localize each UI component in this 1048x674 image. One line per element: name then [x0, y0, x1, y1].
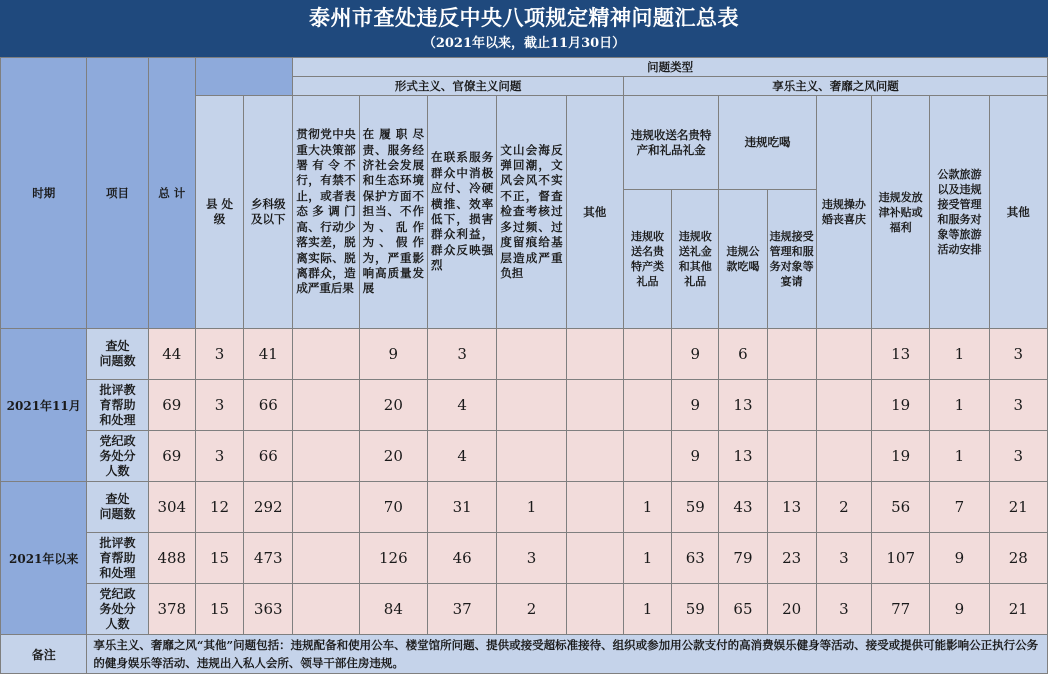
- value-cell: 3: [497, 533, 566, 584]
- value-cell: 84: [359, 584, 427, 635]
- value-cell: 378: [148, 584, 195, 635]
- value-cell: 3: [816, 533, 871, 584]
- value-cell: 15: [195, 533, 243, 584]
- page-subtitle: （2021年以来，截止11月30日）: [422, 36, 626, 51]
- value-cell: [816, 431, 871, 482]
- header-wedding-funeral: 违规操办婚丧喜庆: [816, 96, 871, 329]
- value-cell: 77: [872, 584, 930, 635]
- value-cell: [767, 431, 816, 482]
- table-row: [1, 533, 1048, 584]
- header-township-level: 乡科级 及以下: [244, 96, 293, 329]
- value-cell: [767, 329, 816, 380]
- note-text: 享乐主义、奢靡之风“其他”问题包括：违规配备和使用公车、楼堂馆所问题、提供或接受超标准接待、组织或参加用公款支付的高消费娱乐健身等活动、接受或提供可能影响公正执行公务的健身娱乐等活动、违规出入私人会所、领导干部住房违规。: [87, 635, 1048, 674]
- value-cell: [623, 380, 671, 431]
- value-cell: 12: [195, 482, 243, 533]
- value-cell: 9: [930, 533, 989, 584]
- value-cell: [566, 380, 623, 431]
- header-gift-cash: 违规收送礼金和其他礼品: [672, 190, 719, 329]
- item-label: 党纪政 务处分 人数: [87, 431, 148, 482]
- value-cell: 3: [195, 329, 243, 380]
- value-cell: 3: [816, 584, 871, 635]
- header-hedonism-other: 其他: [989, 96, 1047, 329]
- value-cell: 69: [148, 380, 195, 431]
- value-cell: [566, 329, 623, 380]
- value-cell: 23: [767, 533, 816, 584]
- value-cell: 1: [930, 431, 989, 482]
- value-cell: 9: [672, 329, 719, 380]
- value-cell: 3: [989, 431, 1047, 482]
- value-cell: 69: [148, 431, 195, 482]
- value-cell: 70: [359, 482, 427, 533]
- page-title: 泰州市查处违反中央八项规定精神问题汇总表: [309, 5, 739, 30]
- value-cell: [293, 380, 359, 431]
- value-cell: [566, 533, 623, 584]
- header-item: 项目: [87, 58, 148, 329]
- value-cell: 21: [989, 482, 1047, 533]
- value-cell: 4: [427, 380, 496, 431]
- value-cell: 59: [672, 482, 719, 533]
- value-cell: 9: [359, 329, 427, 380]
- header-gift-group: 违规收送名贵特产和礼品礼金: [623, 96, 718, 190]
- value-cell: [767, 380, 816, 431]
- header-county-level: 县 处 级: [195, 96, 243, 329]
- value-cell: 13: [872, 329, 930, 380]
- value-cell: [497, 329, 566, 380]
- table-body: [1, 329, 1048, 635]
- value-cell: 1: [623, 533, 671, 584]
- value-cell: [293, 584, 359, 635]
- title-banner: [0, 0, 1048, 57]
- value-cell: 20: [359, 431, 427, 482]
- value-cell: 2: [816, 482, 871, 533]
- value-cell: [623, 431, 671, 482]
- value-cell: [497, 431, 566, 482]
- value-cell: 46: [427, 533, 496, 584]
- value-cell: [293, 533, 359, 584]
- value-cell: 13: [719, 380, 767, 431]
- item-label: 批评教 育帮助 和处理: [87, 380, 148, 431]
- table-row: [1, 431, 1048, 482]
- value-cell: 13: [767, 482, 816, 533]
- value-cell: 66: [244, 431, 293, 482]
- value-cell: 1: [623, 584, 671, 635]
- value-cell: 9: [672, 380, 719, 431]
- value-cell: 20: [767, 584, 816, 635]
- value-cell: 4: [427, 431, 496, 482]
- value-cell: 59: [672, 584, 719, 635]
- value-cell: [623, 329, 671, 380]
- item-label: 查处 问题数: [87, 482, 148, 533]
- value-cell: [293, 329, 359, 380]
- header-travel: 公款旅游以及违规接受管理和服务对象等旅游活动安排: [930, 96, 989, 329]
- item-label: 查处 问题数: [87, 329, 148, 380]
- value-cell: 19: [872, 380, 930, 431]
- value-cell: 79: [719, 533, 767, 584]
- value-cell: 31: [427, 482, 496, 533]
- value-cell: 13: [719, 431, 767, 482]
- value-cell: [816, 380, 871, 431]
- header-problem-type: 问题类型: [293, 58, 1048, 77]
- table-row: [1, 380, 1048, 431]
- summary-table: [0, 57, 1048, 674]
- value-cell: 292: [244, 482, 293, 533]
- value-cell: [497, 380, 566, 431]
- header-dining-banquet: 违规接受管理和服务对象等宴请: [767, 190, 816, 329]
- value-cell: 473: [244, 533, 293, 584]
- header-dining-public: 违规公款吃喝: [719, 190, 767, 329]
- period-label: 2021年11月: [1, 329, 87, 482]
- value-cell: 9: [672, 431, 719, 482]
- header-formalism-col-2: 在履职尽责、服务经济社会发展和生态环境保护方面不担当、不作为、乱作为、假作为，严重影响高质量发展: [359, 96, 427, 329]
- value-cell: 41: [244, 329, 293, 380]
- value-cell: 66: [244, 380, 293, 431]
- header-gift-specialty: 违规收送名贵特产类礼品: [623, 190, 671, 329]
- value-cell: [566, 482, 623, 533]
- value-cell: 28: [989, 533, 1047, 584]
- header-formalism-col-3: 在联系服务群众中消极应付、冷硬横推、效率低下，损害群众利益，群众反映强烈: [427, 96, 496, 329]
- value-cell: 1: [930, 329, 989, 380]
- table-row: [1, 584, 1048, 635]
- value-cell: 37: [427, 584, 496, 635]
- header-period: 时期: [1, 58, 87, 329]
- header-hedonism-group: 享乐主义、奢靡之风问题: [623, 77, 1047, 96]
- header-subsidy: 违规发放津补贴或福利: [872, 96, 930, 329]
- item-label: 批评教 育帮助 和处理: [87, 533, 148, 584]
- value-cell: 363: [244, 584, 293, 635]
- value-cell: 63: [672, 533, 719, 584]
- header-formalism-group: 形式主义、官僚主义问题: [293, 77, 624, 96]
- header-dining-group: 违规吃喝: [719, 96, 816, 190]
- value-cell: [293, 482, 359, 533]
- value-cell: 43: [719, 482, 767, 533]
- value-cell: 3: [427, 329, 496, 380]
- value-cell: 3: [989, 380, 1047, 431]
- item-label: 党纪政 务处分 人数: [87, 584, 148, 635]
- value-cell: 3: [989, 329, 1047, 380]
- value-cell: 3: [195, 380, 243, 431]
- value-cell: 3: [195, 431, 243, 482]
- header-formalism-other: 其他: [566, 96, 623, 329]
- note-label: 备注: [1, 635, 87, 674]
- value-cell: 15: [195, 584, 243, 635]
- value-cell: [816, 329, 871, 380]
- value-cell: 107: [872, 533, 930, 584]
- value-cell: 2: [497, 584, 566, 635]
- value-cell: 126: [359, 533, 427, 584]
- value-cell: 7: [930, 482, 989, 533]
- value-cell: 1: [497, 482, 566, 533]
- header-total: 总 计: [148, 58, 195, 329]
- table-row: [1, 482, 1048, 533]
- value-cell: [293, 431, 359, 482]
- header-formalism-col-1: 贯彻党中央重大决策部署有令不行，有禁不止，或者表态多调门高、行动少落实差，脱离实际、脱离群众，造成严重后果: [293, 96, 359, 329]
- value-cell: 9: [930, 584, 989, 635]
- value-cell: [566, 584, 623, 635]
- header-formalism-col-4: 文山会海反弹回潮，文风会风不实不正，督查检查考核过多过频、过度留痕给基层造成严重负担: [497, 96, 566, 329]
- value-cell: 44: [148, 329, 195, 380]
- value-cell: 21: [989, 584, 1047, 635]
- value-cell: [566, 431, 623, 482]
- value-cell: 488: [148, 533, 195, 584]
- value-cell: 19: [872, 431, 930, 482]
- value-cell: 6: [719, 329, 767, 380]
- table-row: [1, 329, 1048, 380]
- value-cell: 1: [623, 482, 671, 533]
- header-level-spacer: [195, 58, 292, 96]
- period-label: 2021年以来: [1, 482, 87, 635]
- value-cell: 304: [148, 482, 195, 533]
- value-cell: 56: [872, 482, 930, 533]
- value-cell: 65: [719, 584, 767, 635]
- value-cell: 1: [930, 380, 989, 431]
- value-cell: 20: [359, 380, 427, 431]
